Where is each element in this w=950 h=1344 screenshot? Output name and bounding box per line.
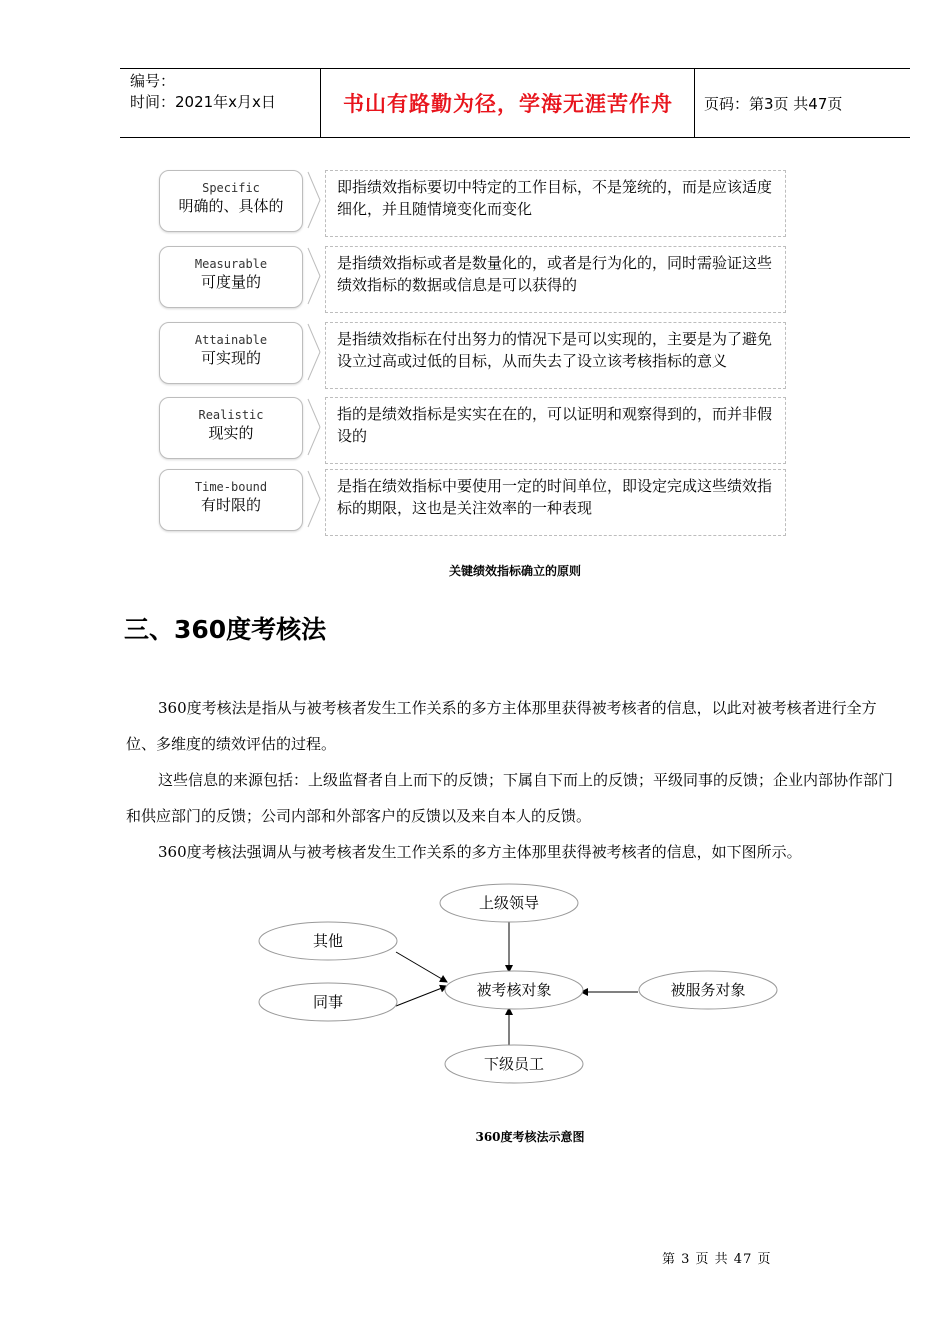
header-number: 编号： xyxy=(130,72,176,90)
paragraph: 360度考核法强调从与被考核者发生工作关系的多方主体那里获得被考核者的信息，如下图所示。 xyxy=(158,843,802,861)
smart-term-box xyxy=(159,469,303,531)
smart-description: 指的是绩效指标是实实在在的，可以证明和观察得到的，而并非假设的 xyxy=(325,397,786,464)
node-label: 被考核对象 xyxy=(476,981,552,999)
paragraph: 360度考核法是指从与被考核者发生工作关系的多方主体那里获得被考核者的信息，以此对被考核者进行全方位、多维度的绩效评估的过程。 xyxy=(126,699,877,753)
smart-term-en: Measurable xyxy=(194,257,268,271)
smart-term-zh: 可实现的 xyxy=(200,349,261,367)
section-heading: 三、360度考核法 xyxy=(124,615,327,644)
smart-term-box xyxy=(159,246,303,308)
node-other xyxy=(259,922,397,960)
node-center xyxy=(445,971,583,1009)
header-meta xyxy=(130,71,276,113)
paragraph: 这些信息的来源包括：上级监督者自上而下的反馈；下属自下而上的反馈；平级同事的反馈；企业内部协作部门和供应部门的反馈；公司内部和外部客户的反馈以及来自本人的反馈。 xyxy=(126,771,894,825)
header-divider xyxy=(694,69,695,137)
node-label: 同事 xyxy=(312,993,344,1011)
chevron-right-icon xyxy=(305,246,323,306)
smart-term-zh: 现实的 xyxy=(208,424,254,442)
chevron-right-icon xyxy=(305,469,323,529)
smart-term-zh: 可度量的 xyxy=(200,273,261,291)
smart-term-box xyxy=(159,322,303,384)
page-header xyxy=(120,68,910,138)
smart-term-zh: 明确的、具体的 xyxy=(178,197,284,215)
header-motto: 书山有路勤为径，学海无涯苦作舟 xyxy=(343,91,673,116)
node-superior xyxy=(440,884,578,922)
node-subordinate xyxy=(445,1045,583,1083)
figure-caption: 360度考核法示意图 xyxy=(475,1130,585,1144)
smart-description: 是指绩效指标或者是数量化的，或者是行为化的，同时需验证这些绩效指标的数据或信息是可以获得的 xyxy=(325,246,786,313)
chevron-right-icon xyxy=(305,322,323,382)
smart-term-box xyxy=(159,170,303,232)
smart-description: 即指绩效指标要切中特定的工作目标，不是笼统的，而是应该适度细化，并且随情境变化而变化 xyxy=(325,170,786,237)
diagram-360 xyxy=(250,880,790,1090)
node-label: 下级员工 xyxy=(483,1055,545,1073)
smart-description: 是指绩效指标在付出努力的情况下是可以实现的，主要是为了避免设立过高或过低的目标，从而失去了设立该考核指标的意义 xyxy=(325,322,786,389)
node-label: 其他 xyxy=(312,932,344,950)
smart-term-en: Realistic xyxy=(198,408,264,422)
smart-description: 是指在绩效指标中要使用一定的时间单位，即设定完成这些绩效指标的期限，这也是关注效率的一种表现 xyxy=(325,469,786,536)
page-footer: 第 3 页 共 47 页 xyxy=(662,1252,772,1267)
header-divider xyxy=(320,69,321,137)
node-label: 被服务对象 xyxy=(670,981,746,999)
smart-term-en: Attainable xyxy=(194,333,268,347)
figure-caption: 关键绩效指标确立的原则 xyxy=(448,564,581,578)
chevron-right-icon xyxy=(305,170,323,230)
header-page-info: 页码：第3页 共47页 xyxy=(704,94,843,113)
smart-term-en: Specific xyxy=(202,181,260,195)
smart-term-zh: 有时限的 xyxy=(200,496,261,514)
node-label: 上级领导 xyxy=(478,894,540,912)
header-time: 时间：2021年x月x日 xyxy=(130,93,276,111)
smart-term-en: Time-bound xyxy=(194,480,268,494)
chevron-right-icon xyxy=(305,397,323,457)
node-served xyxy=(639,971,777,1009)
smart-term-box xyxy=(159,397,303,459)
node-peer xyxy=(259,983,397,1021)
